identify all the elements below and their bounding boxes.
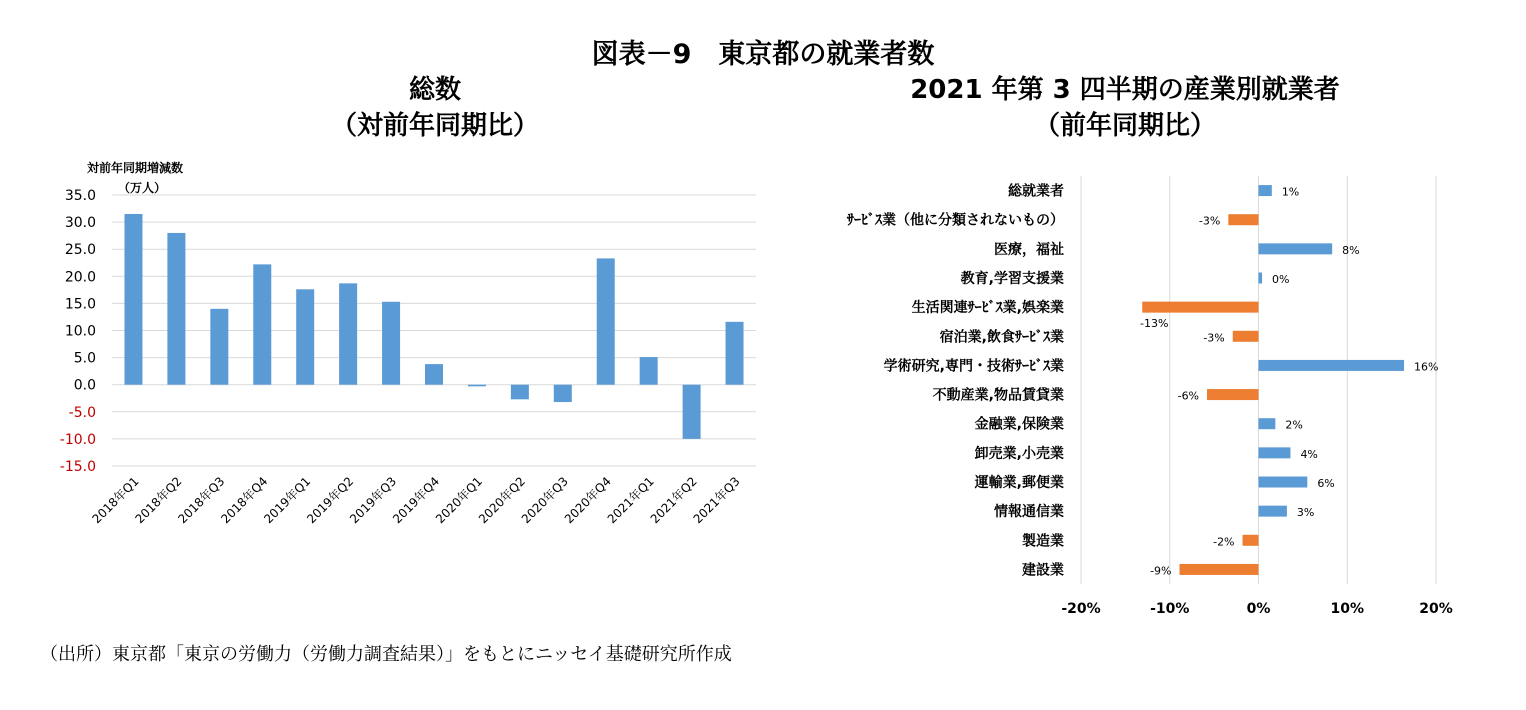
x-tick-label: 20% [1419, 601, 1453, 617]
x-tick-label: 2018年Q1 [89, 474, 142, 527]
bar [1259, 360, 1405, 371]
data-label: -3% [1198, 214, 1221, 228]
category-label: 生活関連ｻｰﾋﾞｽ業,娯楽業 [911, 300, 1064, 317]
x-tick-label: 2019年Q2 [304, 474, 357, 527]
x-tick-label: 2019年Q4 [390, 474, 443, 527]
bar [1259, 447, 1291, 458]
bar [1259, 418, 1276, 429]
bar [1180, 564, 1259, 575]
category-label: 不動産業,物品賃貸業 [932, 387, 1064, 404]
bar [1142, 302, 1258, 313]
data-label: -13% [1140, 317, 1169, 331]
data-label: 2% [1285, 418, 1303, 432]
category-label: 教育,学習支援業 [960, 271, 1064, 287]
bar [1259, 273, 1263, 284]
y-tick-label: 20.0 [64, 269, 96, 286]
y-tick-label: 0.0 [73, 377, 96, 394]
x-tick-label: 2020年Q2 [475, 474, 528, 527]
y-tick-label: -10.0 [59, 431, 96, 448]
category-label: 総就業者 [1008, 183, 1064, 200]
left-title-line-2: （対前年同期比） [330, 111, 539, 141]
bar [1228, 214, 1258, 225]
main-title: 図表－9 東京都の就業者数 [591, 39, 935, 70]
bar [1207, 389, 1258, 400]
right-title-line-1: 2021 年第 3 四半期の産業別就業者 [910, 75, 1340, 105]
x-tick-label: 2020年Q4 [561, 474, 614, 527]
data-label: -3% [1203, 331, 1225, 345]
data-label: -6% [1177, 389, 1200, 403]
category-label: 運輸業,郵便業 [974, 475, 1064, 491]
x-tick-label: 2020年Q3 [518, 474, 571, 527]
data-label: -2% [1213, 535, 1235, 549]
x-tick-label: 2018年Q3 [175, 474, 228, 527]
y-tick-label: 15.0 [64, 296, 96, 313]
category-label: 建設業 [1022, 562, 1064, 579]
x-tick-label: 0% [1246, 601, 1271, 617]
category-label: 金融業,保険業 [974, 416, 1064, 433]
category-label: 宿泊業,飲食ｻｰﾋﾞｽ業 [939, 329, 1064, 346]
x-tick-label: 2021年Q1 [604, 474, 657, 527]
data-label: 1% [1281, 185, 1300, 199]
category-label: ｻｰﾋﾞｽ業（他に分類されないもの） [847, 212, 1064, 229]
bar [1259, 243, 1333, 254]
x-tick-label: 2021年Q3 [690, 474, 743, 527]
data-label: 8% [1342, 243, 1360, 257]
bar [1259, 185, 1272, 196]
source-note: （出所）東京都「東京の労働力（労働力調査結果）」をもとにニッセイ基礎研究所作成 [40, 644, 732, 665]
x-tick-label: 2019年Q1 [261, 474, 314, 527]
y-tick-label: 30.0 [64, 215, 96, 232]
y-axis-label: 対前年同期増減数 [87, 161, 184, 175]
y-tick-label: 5.0 [73, 350, 96, 367]
data-label: -9% [1150, 564, 1172, 578]
x-tick-label: 2018年Q4 [218, 474, 271, 527]
y-tick-label: 35.0 [64, 188, 96, 204]
bar [1243, 535, 1259, 546]
x-tick-label: 2020年Q1 [432, 474, 486, 527]
category-label: 製造業 [1022, 533, 1064, 550]
left-title-line-1: 総数 [408, 75, 461, 105]
x-tick-label: 10% [1330, 601, 1365, 617]
x-tick-label: -10% [1150, 601, 1190, 617]
bar [1233, 331, 1259, 342]
category-label: 学術研究,専門・技術ｻｰﾋﾞｽ業 [883, 358, 1064, 375]
category-label: 卸売業,小売業 [974, 445, 1064, 462]
x-tick-label: -20% [1061, 601, 1101, 617]
bar [1259, 477, 1308, 488]
category-label: 医療，福祉 [994, 241, 1064, 258]
data-label: 6% [1317, 477, 1335, 490]
category-label: 情報通信業 [994, 504, 1064, 521]
data-label: 16% [1414, 360, 1439, 374]
y-tick-label: 25.0 [64, 242, 96, 259]
right-title-line-2: （前年同期比） [1033, 111, 1216, 141]
x-tick-label: 2018年Q2 [132, 474, 185, 527]
y-tick-label: -15.0 [59, 459, 96, 475]
data-label: 4% [1300, 447, 1318, 461]
data-label: 3% [1296, 506, 1315, 520]
y-axis-unit: （万人） [118, 181, 167, 195]
data-label: 0% [1272, 273, 1290, 286]
bar [1259, 506, 1287, 517]
y-tick-label: 10.0 [64, 323, 96, 340]
y-tick-label: -5.0 [68, 404, 96, 421]
x-tick-label: 2021年Q2 [647, 474, 700, 527]
x-tick-label: 2019年Q3 [347, 474, 400, 527]
